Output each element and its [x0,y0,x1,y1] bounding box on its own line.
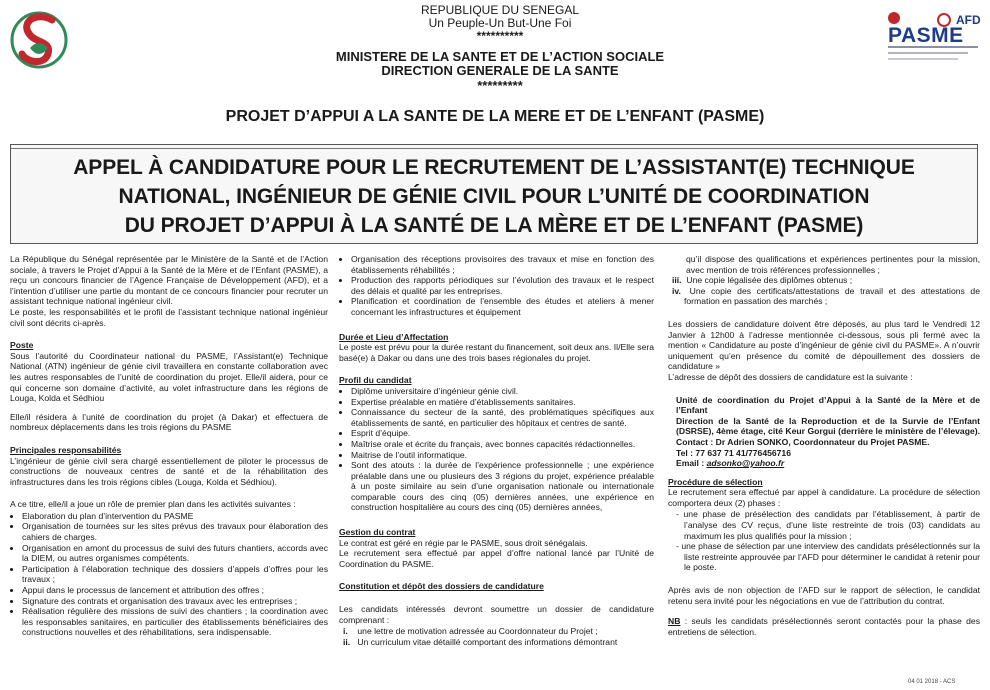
poste-paragraph-2: Elle/il résidera à l’unité de coordination du projet (à Dakar) et effectuera de nombreux déplacements dans les trois régions du PASME [10,411,328,433]
footer-reference: 04 01 2018 - ACS [908,679,956,685]
email-line [676,458,980,469]
list-item: • Elaboration du plan d’intervention du PASME [22,511,328,522]
title-line-1: APPEL À CANDIDATURE POUR LE RECRUTEMENT DE L’ASSISTANT(E) TECHNIQUE [73,156,915,179]
item-number: ii. [343,636,351,647]
email-link[interactable]: adsonko@yahoo.fr [706,458,785,469]
list-item [343,626,654,637]
item-number: iv. [672,285,681,296]
list-item [672,275,980,286]
section-heading-constitution: Constitution et dépôt des dossiers de candidature [339,581,544,592]
list-item: • Expertise préalable en matière d’établissements sanitaires. [351,397,654,408]
list-item: • Diplôme universitaire d’ingénieur génie civil. [351,386,654,397]
list-item: • Sont des atouts : la durée de l’expérience professionnelle ; une expérience préalable dans une ou plusieurs des 3 régions du projet, expérience préalable à un poste similaire au sein d’une organisation nationale ou internationale comparable cours des cinq (05) dernières années, une expérience en construction hospitalière au cours des cinq (05) dernières années, [351,460,654,513]
intro-paragraph-2: Le poste, les responsabilités et le profil de l’assistant technique national ingénieur civil sont décrits ci-après. [10,306,328,328]
nb-label: NB [668,616,681,627]
gestion-paragraph-2: Le recrutement sera effectué par appel d’offre national lancé par l’Unité de Coordination du PASME. [339,548,654,569]
adresse-intro: L’adresse de dépôt des dossiers de candidature est la suivante : [668,371,913,382]
nb-text: : seuls les candidats présélectionnés seront contactés pour la phase des entretiens de sélection. [668,616,980,637]
list-item: • Organisation des réceptions provisoires des travaux et mise en fonction des établissements réhabilités ; [351,254,654,275]
phases-list [668,509,980,573]
list-item: • Signature des contrats et organisation des travaux avec les entreprises ; [22,596,328,607]
section-heading-responsabilites: Principales responsabilités [10,444,122,455]
item-number: i. [343,626,348,637]
section-heading-gestion: Gestion du contrat [339,527,416,538]
poste-paragraph: Sous l’autorité du Coordinateur national du PASME, l’Assistant(e) Technique National (ATN) ingénieur de génie civil travaillera en constante collaboration avec les autres responsables de l’unité de coordination du projet. Elle/il aidera, pour ce qui concerne son domaine d’activité, au volet infrastructure dans les régions de Louga, Kolda et Sédhiou [10,350,328,404]
item-text: Une copie légalisée des diplômes obtenus ; [686,275,853,286]
list-item: • Maîtrise orale et écrite du français, avec bonnes capacités rédactionnelles. [351,439,654,450]
section-heading-procedure: Procédure de sélection [668,476,763,487]
ministry-logo [8,8,70,70]
item-text: une phase de présélection des candidats par l’établissement, à partir de l’analyse des CV reçus, d’une liste restreinte de trois (03) candidats au maximum les plus qualifiés pour la mission ; [683,509,980,541]
item-text: une phase de sélection par une interview des candidats présélectionnés sur la liste restreinte approuvée par l’AFD pour déterminer le candidat à retenir pour le poste. [681,541,980,573]
republic-motto: Un Peuple-Un But-Une Foi [428,16,572,31]
list-item: • Connaissance du secteur de la santé, des problématiques spécifiques aux établissements de santé, en particulier des hôpitaux et centres de santé. [351,407,654,428]
column-3 [668,254,980,645]
item-text: Une copie des certificats/attestations de travail et des attestations de formation en passation des marchés ; [684,285,980,307]
list-item: • Maitrise de l’outil informatique. [351,450,654,461]
item-text: Un curriculum vitae détaillé comportant des informations démontrant [357,636,618,647]
activities-list [10,511,328,638]
section-heading-duree: Durée et Lieu d’Affectation [339,331,449,342]
section-heading-poste: Poste [10,340,34,351]
list-item: • Organisation en amont du processus de suivi des futurs chantiers, accords avec la DIEM, ou autres organismes compétents. [22,543,328,564]
stars-separator: ********** [476,29,524,44]
ministry-header [230,50,770,93]
project-name: PROJET D’APPUI A LA SANTE DE LA MERE ET DE L’ENFANT (PASME) [225,108,765,125]
stars-separator-2: ********* [477,77,523,93]
address-line: Unité de coordination du Projet d’Appui à la Santé de la Mère et de l’Enfant [676,394,980,416]
pasme-text: PASME [888,24,964,47]
pasme-afd-logo [884,6,984,68]
title-box [10,144,978,244]
list-item [343,636,654,648]
section-heading-profil: Profil du candidat [339,375,412,386]
column-2 [339,254,654,653]
republic-header [230,4,770,44]
address-line: Direction de la Santé de la Reproduction et de la Survie de l’Enfant (DSRSE), 4ème étage, cité Keur Gorgui (derrière le ministère de l’élevage). Contact : Dr Adrien SONKO, Coordonnateur du Projet PASME. [676,415,980,447]
list-item: • Appui dans le processus de lancement et attribution des offres ; [22,585,328,596]
list-item: • Participation à l’élaboration technique des dossiers d’appels d’offres pour les travaux ; [22,564,328,585]
item-text: une lettre de motivation adressée au Coordonnateur du Projet ; [357,626,598,637]
intro-paragraph: La République du Sénégal représentée par le Ministère de la Santé et de l’Action sociale, à travers le Projet d’Appui à la Santé de la Mère et de l’Enfant (PASME), a reçu un concours financier de l’Agence Française de Développement (AFD), et a l’intention d’utiliser une partie du montant de ce concours financier pour recruter un assistant technique national ingénieur civil. [10,254,328,307]
page-title [11,153,977,240]
list-item: - une phase de sélection par une interview des candidats présélectionnés sur la liste restreinte approuvée par l’AFD pour déterminer le candidat à retenir pour le poste. [676,541,980,573]
list-item: • Production des rapports périodiques sur l’évolution des travaux et le respect des délais et qualité par les entreprises. [351,275,654,296]
resp-paragraph: L’ingénieur de génie civil sera chargé essentiellement de piloter le processus de constructions de nouveaux centres de santé et de la réhabilitation des infrastructures dans les trois régions cibles (Louga, Kolda et Sédhiou). [10,455,328,487]
duree-paragraph: Le poste est prévu pour la durée restant du financement, soit deux ans. Il/Elle sera basé(e) à Dakar ou dans une des trois bases régionales du projet. [339,342,654,363]
documents-list [339,626,654,647]
list-item: • Planification et coordination de l’ensemble des études et ateliers à mener concernant les infrastructures et équipement [351,296,654,317]
item-number: iii. [672,275,682,286]
profile-list [339,386,654,513]
documents-list-continued [668,275,980,307]
list-item: • Réalisation régulière des missions de suivi des chantiers ; la coordination avec les responsables sanitaires, en particulier des établissements bénéficiaires des constructions nouvelles et des réhabilitations, sera indispensable. [22,606,328,638]
address-block [676,395,980,469]
email-label: Email : [676,458,707,469]
documents-continued: qu’il dispose des qualifications et expériences pertinentes pour la mission, avec mention de trois références professionnelles ; [686,254,980,275]
list-item [672,285,980,307]
list-item: - une phase de présélection des candidats par l’établissement, à partir de l’analyse des CV reçus, d’une liste restreinte de trois (03) candidats au maximum les plus qualifiés pour la mission ; [676,509,980,541]
resp-paragraph-2: A ce titre, elle/il a joue un rôle de premier plan dans les activités suivantes : [10,499,296,510]
constitution-paragraph: Les candidats intéressés devront soumettre un dossier de candidature comprenant : [339,604,654,625]
depot-paragraph: Les dossiers de candidature doivent être déposés, au plus tard le Vendredi 12 Janvier à 12h00 à l’adresse mentionnée ci-dessous, sous pli fermé avec la mention « Candidature au poste d’ingénieur de génie civil du PASME». A n’ouvrir uniquement qu’en présence du comité de dépouillement des dossiers de candidature » [668,318,980,372]
list-item: • Organisation de tournées sur les sites prévus des travaux pour élaboration des cahiers de charges. [22,521,328,542]
column-1 [10,254,328,644]
republic-name: REPUBLIQUE DU SENEGAL [420,3,580,17]
direction-name: DIRECTION GENERALE DE LA SANTE [381,63,619,79]
activities-list-continued [339,254,654,318]
phone-number: Tel : 77 637 71 41/776456716 [676,447,791,458]
gestion-paragraph: Le contrat est géré en régie par le PASME, sous droit sénégalais. [339,537,588,548]
list-item: • Esprit d’équipe. [351,428,654,439]
procedure-paragraph: Le recrutement sera effectué par appel à candidature. La procédure de sélection comportera deux (2) phases : [668,487,980,508]
ministry-name: MINISTERE DE LA SANTE ET DE L’ACTION SOCIALE [335,49,665,64]
nb-paragraph [668,616,980,637]
title-line-2: NATIONAL, INGÉNIEUR DE GÉNIE CIVIL POUR L’UNITÉ DE COORDINATION [118,185,870,208]
afd-text: AFD [956,13,981,27]
apres-paragraph: Après avis de non objection de l’AFD sur le rapport de sélection, le candidat retenu sera invité pour les négociations en vue de l’attribution du contrat. [668,585,980,606]
title-line-3: DU PROJET D’APPUI À LA SANTÉ DE LA MÈRE ET DE L’ENFANT (PASME) [124,214,864,237]
